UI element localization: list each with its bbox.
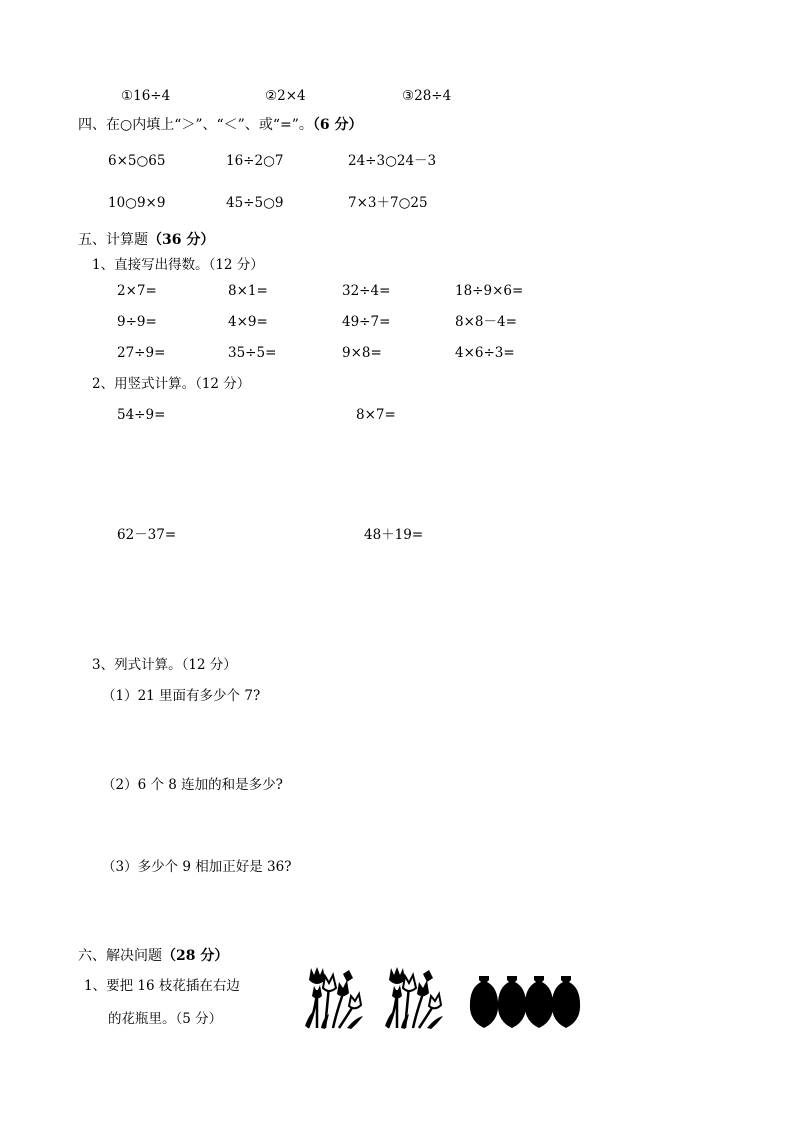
vase-icon — [552, 976, 580, 1028]
compare-item: 45÷5○9 — [226, 195, 284, 211]
vertical-calc-item: 8×7= — [356, 407, 396, 423]
problem1-line1: 1、要把 16 枝花插在右边 — [84, 978, 240, 994]
word-problem-item: （2）6 个 8 连加的和是多少? — [102, 777, 283, 793]
calc-item: 2×7= — [117, 283, 157, 299]
section5-score: （36 分） — [148, 232, 215, 248]
q2-title: 2、用竖式计算。（12 分） — [92, 376, 251, 392]
compare-item: 16÷2○7 — [226, 153, 284, 169]
flower-bunch-icon — [305, 967, 363, 1029]
compare-item: 24÷3○24－3 — [348, 153, 437, 169]
calc-item: 49÷7= — [342, 314, 391, 330]
compare-item: 10○9×9 — [108, 195, 166, 211]
option-3: ③28÷4 — [402, 88, 452, 104]
q1-title: 1、直接写出得数。（12 分） — [92, 257, 264, 273]
section6-score: （28 分） — [162, 948, 229, 964]
calc-item: 8×1= — [228, 283, 268, 299]
flowers-and-vases-illustration — [303, 966, 585, 1030]
section4-heading — [78, 118, 363, 132]
vase-icon — [470, 976, 498, 1028]
compare-item: 6×5○65 — [108, 153, 166, 169]
vase-icon — [525, 976, 553, 1028]
calc-item: 4×6÷3= — [455, 345, 515, 361]
section4-score: （6 分） — [312, 117, 363, 133]
word-problem-item: （3）多少个 9 相加正好是 36? — [102, 859, 292, 875]
vase-icon — [498, 976, 526, 1028]
flower-bunch-icon — [385, 967, 443, 1029]
compare-item: 7×3＋7○25 — [348, 195, 428, 211]
problem1-line2: 的花瓶里。（5 分） — [108, 1011, 223, 1027]
section5-title: 五、计算题 — [78, 232, 148, 248]
option-1: ①16÷4 — [121, 88, 171, 104]
section6-heading — [78, 949, 228, 963]
section5-heading — [78, 233, 214, 247]
calc-item: 9×8= — [342, 345, 382, 361]
calc-item: 35÷5= — [228, 345, 277, 361]
word-problem-item: （1）21 里面有多少个 7? — [102, 688, 261, 704]
vertical-calc-item: 62－37= — [117, 527, 177, 543]
calc-item: 9÷9= — [117, 314, 157, 330]
option-2: ②2×4 — [265, 88, 306, 104]
calc-item: 32÷4= — [342, 283, 391, 299]
q3-title: 3、列式计算。（12 分） — [92, 657, 237, 673]
calc-item: 27÷9= — [117, 345, 166, 361]
calc-item: 8×8－4= — [455, 314, 517, 330]
calc-item: 4×9= — [228, 314, 268, 330]
calc-item: 18÷9×6= — [455, 283, 524, 299]
section4-title: 四、在○内填上“＞”、“＜”、或“=”。 — [78, 117, 313, 133]
vertical-calc-item: 48＋19= — [364, 527, 424, 543]
vertical-calc-item: 54÷9= — [117, 407, 166, 423]
section6-title: 六、解决问题 — [78, 948, 162, 964]
